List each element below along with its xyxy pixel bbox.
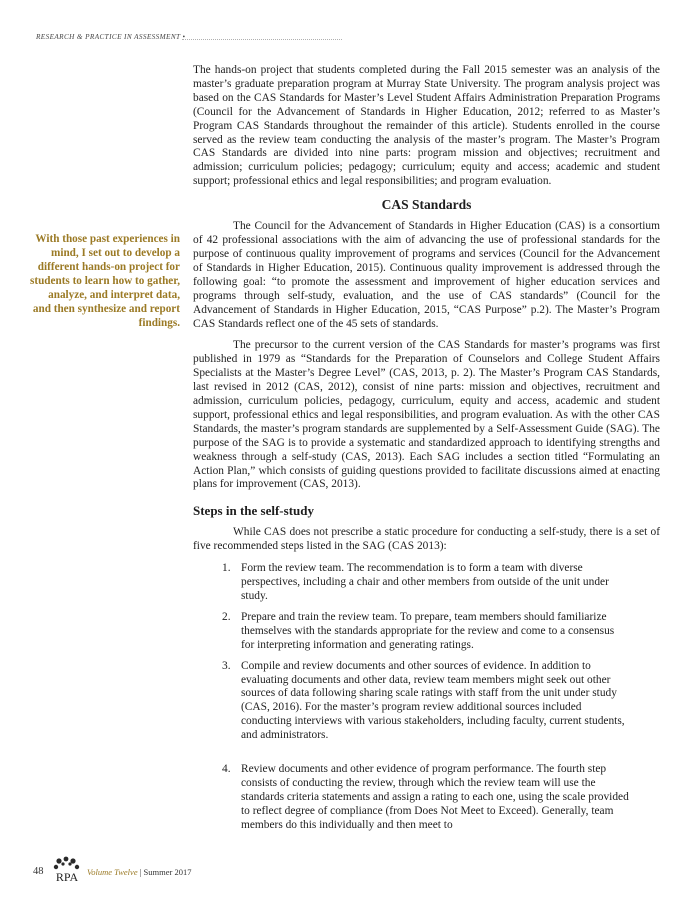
journal-info	[87, 867, 191, 877]
footer-separator: |	[137, 867, 144, 877]
cas-paragraph-2: The precursor to the current version of the CAS Standards for master’s programs was first published in 1979 as “Standards for the Preparation of Counselors and College Student Affairs Specialists at the Master’s Degree Level” (CAS, 2013, p. 2). The Master’s Program CAS Standards, last revised in 2012 (CAS, 2012), consist of nine parts: mission and objectives, recruitment and admission, curriculum policies, pedagogy, curriculum, equity and access, academic and student support, professional ethics and legal responsibilities, and program evaluation. As with the other CAS Standards, the master’s program standards are supplemented by a Self-Assessment Guide (SAG). The purpose of the SAG is to provide a systematic and standardized approach to identifying strengths and weakness through a self-study (CAS, 2013). Each SAG includes a section titled “Formulating an Action Plan,” which consists of guiding questions provided to facilitate discussions aimed at enacting plans for improvement (CAS, 2013).	[193, 339, 660, 491]
list-item	[193, 660, 660, 743]
subsection-heading: Steps in the self-study	[193, 503, 314, 519]
list-item-number: 1.	[222, 562, 231, 575]
svg-text:RPA: RPA	[55, 870, 79, 884]
list-item	[193, 763, 660, 833]
article-body	[193, 64, 660, 840]
steps-list	[193, 562, 660, 832]
list-item-number: 2.	[222, 610, 231, 623]
intro-paragraph: The hands-on project that students completed during the Fall 2015 semester was an analysis of the master’s graduate preparation program at Murray State University. The program analysis project was based on the CAS Standards for Master’s Level Student Affairs Administration Preparation Programs (Council for the Advancement of Standards in Higher Education, 2012; referred to as Master’s Program CAS Standards throughout the remainder of this article). Students enrolled in the course served as the review team conducting the analysis of the master’s program. The Master’s Program CAS Standards are divided into nine parts: program mission and objectives; recruitment and admission; curriculum policies; pedagogy; curriculum; equity and access; academic and student support; professional ethics and legal responsibilities; and program evaluation.	[193, 64, 660, 188]
running-title: RESEARCH & PRACTICE IN ASSESSMENT	[36, 33, 181, 41]
header-dotted-rule	[182, 39, 342, 40]
issue-label: Summer 2017	[143, 867, 192, 877]
pull-quote: With those past experiences in mind, I set out to develop a different hands-on project for students to learn how to gather, analyze, and interpret data, and then synthesize and report findings.	[30, 233, 180, 329]
list-item-number: 4.	[222, 763, 231, 776]
running-header	[36, 33, 185, 41]
section-heading: CAS Standards	[381, 197, 472, 213]
list-item-text: Prepare and train the review team. To prepare, team members should familiarize themselves with the standards appropriate for the review and come to a consensus for interpreting information and generating ratings.	[241, 610, 615, 651]
list-item-text: Review documents and other evidence of program performance. The fourth step consists of conducting the review, through which the review team will use the standards criteria statements and assign a rating to each one, using the scale provided to reflect degree of compliance (from Does Not Meet to Exceed). Generally, team members do this individually and then meet to	[241, 763, 629, 831]
header-bullet: •	[182, 33, 186, 41]
page-number: 48	[33, 866, 44, 877]
page-footer	[0, 856, 700, 886]
list-item	[193, 562, 660, 604]
list-item-number: 3.	[222, 659, 231, 672]
steps-intro: While CAS does not prescribe a static procedure for conducting a self-study, there is a set of five recommended steps listed in the SAG (CAS 2013):	[193, 526, 660, 553]
cas-paragraph-1: The Council for the Advancement of Standards in Higher Education (CAS) is a consortium of 42 professional associations with the aim of advancing the use of professional standards for the purpose of continuous quality improvement of programs and services (Council for the Advancement of Standards in Higher Education, 2015). Continuous quality improvement is addressed through the following goal: “to promote the assessment and improvement of higher education services and programs through self-study, evaluation, and the use of CAS standards” (Council for the Advancement of Standards in Higher Education, 2015, “CAS Purpose” p.2). The Master’s Program CAS Standards reflect one of the 45 sets of standards.	[193, 220, 660, 330]
list-item-text: Form the review team. The recommendation is to form a team with diverse perspectives, including a chair and other members from outside of the unit under study.	[241, 562, 609, 602]
list-item-text: Compile and review documents and other sources of evidence. In addition to evaluating documents and other data, review team members might seek out other sources of data following sharing scale ratings with staff from the unit under study (CAS, 2016). For the master’s program review additional sources included conducting interviews with various stakeholders, including faculty, current students, and administrators.	[241, 659, 625, 742]
rpa-logo	[50, 856, 84, 884]
volume-label: Volume Twelve	[87, 867, 138, 877]
list-item	[193, 611, 660, 653]
